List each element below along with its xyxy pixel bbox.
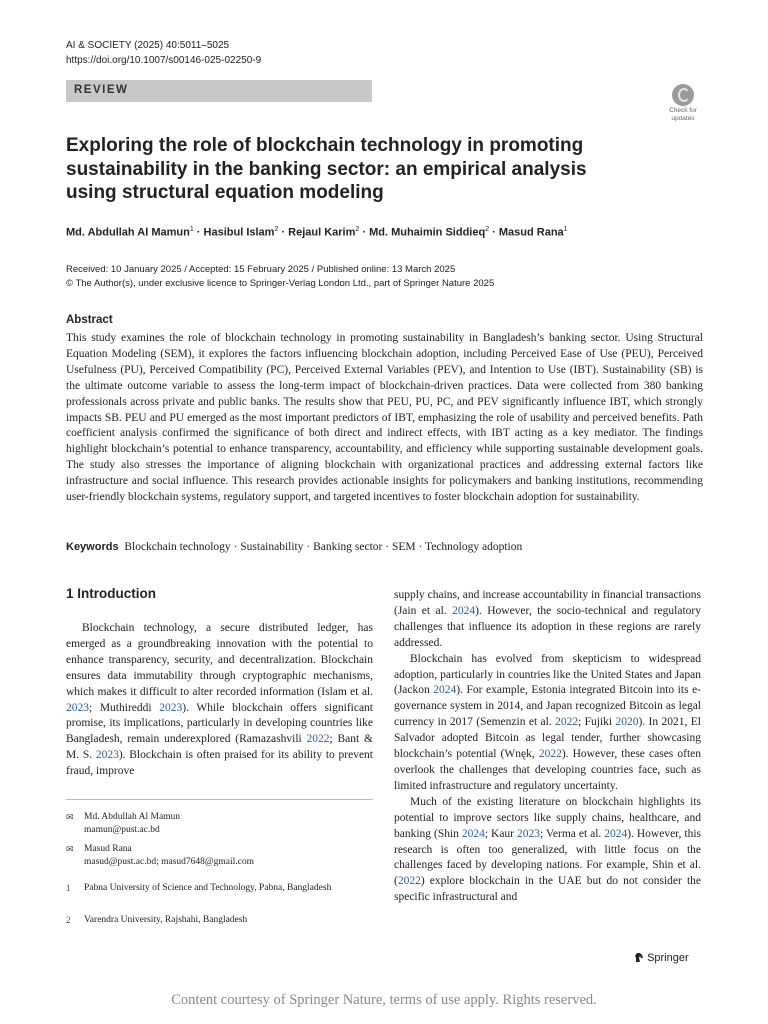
footnote-author-name: Md. Abdullah Al Mamun <box>84 812 181 822</box>
citation-link[interactable]: 2024 <box>433 684 457 697</box>
left-column <box>66 621 373 780</box>
affiliation-mark: 1 <box>189 226 194 233</box>
section-label: REVIEW <box>74 84 129 96</box>
copyright-notice: © The Author(s), under exclusive licence to Springer-Verlag London Ltd., part of Springer Nature 2025 <box>66 278 495 289</box>
right-column <box>394 588 701 906</box>
text-run: Blockchain technology, a secure distributed ledger, has emerged as a groundbreaking innovation with the potential to enhance transparency, security, and decentralization. Blockchain ensures data immutability through cryptographic mechanisms, which makes it difficult to alter recorded information (Islam et al. <box>66 622 373 698</box>
citation-link[interactable]: 2022 <box>306 733 330 746</box>
affiliation-number: 1 <box>66 883 71 893</box>
intro-paragraph-continued <box>394 588 701 652</box>
citation-link[interactable]: 2022 <box>538 748 562 761</box>
author-name[interactable]: Md. Muhaimin Siddieq <box>369 226 486 239</box>
author-name[interactable]: Hasibul Islam <box>203 226 275 239</box>
author-name[interactable]: Md. Abdullah Al Mamun <box>66 226 190 239</box>
affiliation-number: 2 <box>66 915 71 925</box>
author-list: Md. Abdullah Al Mamun$^1$ · Hasibul Islam$^2$ · Rejaul Karim$^2$ · Md. Muhaimin Siddieq$^2$ · Masud Rana$^1$ <box>66 226 568 239</box>
text-run: ; Bant & M. S. <box>66 733 373 762</box>
journal-citation: AI & SOCIETY (2025) 40:5011–5025 <box>66 40 230 51</box>
affiliation-mark: 2 <box>274 226 279 233</box>
corresponding-author-2 <box>66 843 366 869</box>
keywords-line <box>66 541 522 553</box>
text-run: ) explore blockchain in the UAE but do not consider the specific infrastructural and <box>394 875 701 904</box>
text-run: ). For example, Estonia integrated Bitcoin into its e-governance system in 2014, and Japan recognized Bitcoin as legal currency in 2017 (Semenzin et al. <box>394 684 702 729</box>
affiliation-mark: 2 <box>355 226 360 233</box>
publication-dates: Received: 10 January 2025 / Accepted: 15 February 2025 / Published online: 13 March 2025 <box>66 264 456 275</box>
citation-link[interactable]: 2023 <box>159 701 183 714</box>
text-run: ). However, the socio-technical and regulatory challenges that influence its adoption in these regions are rarely addressed. <box>394 604 701 649</box>
citation-link[interactable]: 2023 <box>66 701 89 714</box>
keywords-list: Blockchain technology · Sustainability · Banking sector · SEM · Technology adoption <box>124 541 523 553</box>
abstract-text: This study examines the role of blockchain technology in promoting sustainability in Bangladesh’s banking sector. Using Structural Equation Modeling (SEM), it explores the factors influencing blockchain adoption, including Perceived Ease of Use (PEU), Perceived Usefulness (PU), Perceived Compatibility (PC), Perceived External Variables (PEV), and Intention to Use (IBT). Sustainability (SB) is the ultimate outcome variable to assess the long-term impact of blockchain-driven practices. Data were collected from 380 banking professionals across private and public banks. The results show that PEU, PU, PC, and PEV significantly influence IBT, which strongly impacts SB. PEU and PU emerged as the most important predictors of IBT, emphasizing the role of usability and perceived benefits. Path coefficient analysis confirmed the significance of both direct and indirect effects, with IBT acting as a key mediator. The findings highlight blockchain’s potential to enhance transparency, accountability, and efficiency while supporting sustainable development goals. The study also stresses the importance of aligning blockchain with organizational practices and addressing external factors like infrastructure and social influence. This research provides actionable insights for policymakers and banking institutions, recommending user-friendly blockchain systems, regulatory support, and targeted incentives to foster blockchain adoption for sustainability. <box>66 332 703 504</box>
publisher-name: Springer <box>647 952 689 964</box>
citation-link[interactable]: 2023 <box>516 827 540 840</box>
envelope-icon: ✉ <box>66 812 74 822</box>
text-run: ; Muthireddi <box>89 701 160 714</box>
footnote-email[interactable]: masud@pust.ac.bd; masud7648@gmail.com <box>84 857 255 867</box>
check-updates-icon <box>672 84 694 106</box>
footnote-author-name: Masud Rana <box>84 844 132 854</box>
text-run: ). In 2021, El Salvador adopted Bitcoin as legal tender, further showcasing blockchain’s potential (Wnęk, <box>394 716 701 761</box>
affiliation-text: Varendra University, Rajshahi, Bangladesh <box>84 915 248 925</box>
intro-paragraph-2 <box>394 652 701 795</box>
text-run: Much of the existing literature on blockchain highlights its potential to improve sectors like supply chains, healthcare, and banking (Shin <box>394 795 701 840</box>
doi-link[interactable]: https://doi.org/10.1007/s00146-025-02250-9 <box>66 55 262 66</box>
text-run: ; Kaur <box>484 827 517 840</box>
citation-link[interactable]: 2024 <box>461 827 485 840</box>
text-run: ). Blockchain is often praised for its ability to prevent fraud, improve <box>66 749 373 778</box>
publisher-logo <box>634 952 689 964</box>
affiliation-text: Pabna University of Science and Technology, Pabna, Bangladesh <box>84 883 332 893</box>
affiliation-2 <box>66 914 366 927</box>
badge-line-1: Check for <box>669 107 697 114</box>
footnote-email[interactable]: mamun@pust.ac.bd <box>84 825 160 835</box>
text-run: ; Fujiki <box>578 716 616 729</box>
author-name[interactable]: Masud Rana <box>498 226 564 239</box>
text-run: Blockchain has evolved from skepticism to widespread adoption, particularly in countries like the United States and Japan (Jackon <box>394 652 701 697</box>
citation-link[interactable]: 2022 <box>555 716 579 729</box>
abstract-heading: Abstract <box>66 314 113 326</box>
check-for-updates-badge[interactable] <box>665 84 701 122</box>
intro-paragraph-3 <box>394 795 701 906</box>
courtesy-footer: Content courtesy of Springer Nature, terms of use apply. Rights reserved. <box>171 992 597 1008</box>
text-run: ). However, this research is often too generalized, with little focus on the challenges faced by developing nations. For example, Shin et al. ( <box>394 827 701 888</box>
springer-horse-icon <box>634 952 644 963</box>
text-run: supply chains, and increase accountability in financial transactions (Jain et al. <box>394 589 701 617</box>
citation-link[interactable]: 2024 <box>452 604 476 617</box>
footnote-divider <box>66 799 373 800</box>
intro-paragraph-1 <box>66 621 373 780</box>
citation-link[interactable]: 2020 <box>615 716 639 729</box>
affiliation-mark: 1 <box>563 226 568 233</box>
envelope-icon: ✉ <box>66 844 74 854</box>
text-run: ). However, these cases often overlook the challenges that developing countries face, such as limited infrastructure and regulatory uncertainty. <box>394 748 702 792</box>
affiliation-mark: 2 <box>485 226 490 233</box>
section-heading-introduction: 1 Introduction <box>66 586 156 601</box>
keywords-label: Keywords <box>66 541 119 553</box>
corresponding-author-1 <box>66 811 366 837</box>
author-name[interactable]: Rejaul Karim <box>288 226 356 239</box>
badge-line-2: updates <box>671 115 695 122</box>
affiliation-1 <box>66 882 366 895</box>
citation-link[interactable]: 2023 <box>95 749 119 762</box>
text-run: ). While blockchain offers significant promise, its implications, particularly in developing countries like Bangladesh, remain underexplored (Ramazashvili <box>66 701 373 746</box>
citation-link[interactable]: 2024 <box>604 827 628 840</box>
article-title: Exploring the role of blockchain technology in promoting sustainability in the banking sector: an empirical analysis using structural equation modeling <box>66 135 587 203</box>
text-run: ; Verma et al. <box>539 827 605 840</box>
citation-link[interactable]: 2022 <box>397 875 421 888</box>
